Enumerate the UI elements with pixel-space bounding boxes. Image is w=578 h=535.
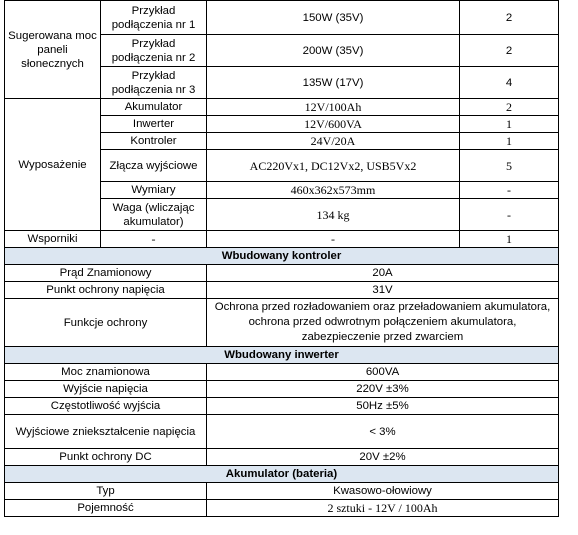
solar-group-label: Sugerowana moc paneli słonecznych xyxy=(5,1,101,99)
table-row xyxy=(5,466,559,483)
table-row xyxy=(5,398,559,415)
table-row xyxy=(5,248,559,265)
row-qty: 5 xyxy=(460,150,559,182)
row-label: Złącza wyjściowe xyxy=(101,150,207,182)
row-qty: 2 xyxy=(460,35,559,67)
row-qty: 1 xyxy=(460,116,559,133)
row-qty: 4 xyxy=(460,67,559,99)
row-value: 2 sztuki - 12V / 100Ah xyxy=(207,500,559,517)
spec-sheet xyxy=(4,0,558,520)
row-qty: - xyxy=(460,199,559,231)
row-value: - xyxy=(207,231,460,248)
table-row xyxy=(5,483,559,500)
row-value: 200W (35V) xyxy=(207,35,460,67)
row-qty: 2 xyxy=(460,99,559,116)
row-value: 134 kg xyxy=(207,199,460,231)
spec-table xyxy=(4,0,559,517)
row-value: 20V ±2% xyxy=(207,449,559,466)
row-value: Ochrona przed rozładowaniem oraz przeładowaniem akumulatora, ochrona przed odwrotnym połączeniem akumulatora, zabezpieczenie przed zwarciem xyxy=(207,299,559,347)
row-qty: 1 xyxy=(460,231,559,248)
row-label: Punkt ochrony napięcia xyxy=(5,282,207,299)
row-value: 31V xyxy=(207,282,559,299)
table-row xyxy=(5,449,559,466)
table-row xyxy=(5,1,559,35)
row-label: Częstotliwość wyjścia xyxy=(5,398,207,415)
table-row xyxy=(5,99,559,116)
table-row xyxy=(5,282,559,299)
row-label: Punkt ochrony DC xyxy=(5,449,207,466)
row-label: Wyjściowe zniekształcenie napięcia xyxy=(5,415,207,449)
row-label: Akumulator xyxy=(101,99,207,116)
row-value: AC220Vx1, DC12Vx2, USB5Vx2 xyxy=(207,150,460,182)
supports-label: Wsporniki xyxy=(5,231,101,248)
equipment-group-label: Wyposażenie xyxy=(5,99,101,231)
table-row xyxy=(5,364,559,381)
row-label: Funkcje ochrony xyxy=(5,299,207,347)
section-header-battery: Akumulator (bateria) xyxy=(5,466,559,483)
row-label: Przykład podłączenia nr 2 xyxy=(101,35,207,67)
row-label: Moc znamionowa xyxy=(5,364,207,381)
table-row xyxy=(5,347,559,364)
row-label: Typ xyxy=(5,483,207,500)
row-value: < 3% xyxy=(207,415,559,449)
row-qty: 2 xyxy=(460,1,559,35)
table-row xyxy=(5,500,559,517)
row-value: 12V/600VA xyxy=(207,116,460,133)
row-label: - xyxy=(101,231,207,248)
row-value: 50Hz ±5% xyxy=(207,398,559,415)
table-row xyxy=(5,231,559,248)
row-label: Przykład podłączenia nr 3 xyxy=(101,67,207,99)
row-label: Wymiary xyxy=(101,182,207,199)
table-row xyxy=(5,381,559,398)
section-header-controller: Wbudowany kontroler xyxy=(5,248,559,265)
row-value: 600VA xyxy=(207,364,559,381)
row-value: 135W (17V) xyxy=(207,67,460,99)
row-qty: 1 xyxy=(460,133,559,150)
row-value: 24V/20A xyxy=(207,133,460,150)
row-value: 460x362x573mm xyxy=(207,182,460,199)
table-row xyxy=(5,265,559,282)
row-value: 20A xyxy=(207,265,559,282)
row-label: Pojemność xyxy=(5,500,207,517)
row-label: Inwerter xyxy=(101,116,207,133)
table-row xyxy=(5,415,559,449)
row-label: Waga (wliczając akumulator) xyxy=(101,199,207,231)
row-value: 150W (35V) xyxy=(207,1,460,35)
row-value: 220V ±3% xyxy=(207,381,559,398)
row-label: Kontroler xyxy=(101,133,207,150)
row-qty: - xyxy=(460,182,559,199)
row-value: 12V/100Ah xyxy=(207,99,460,116)
row-label: Wyjście napięcia xyxy=(5,381,207,398)
section-header-inverter: Wbudowany inwerter xyxy=(5,347,559,364)
table-row xyxy=(5,299,559,347)
row-label: Przykład podłączenia nr 1 xyxy=(101,1,207,35)
row-value: Kwasowo-ołowiowy xyxy=(207,483,559,500)
row-label: Prąd Znamionowy xyxy=(5,265,207,282)
